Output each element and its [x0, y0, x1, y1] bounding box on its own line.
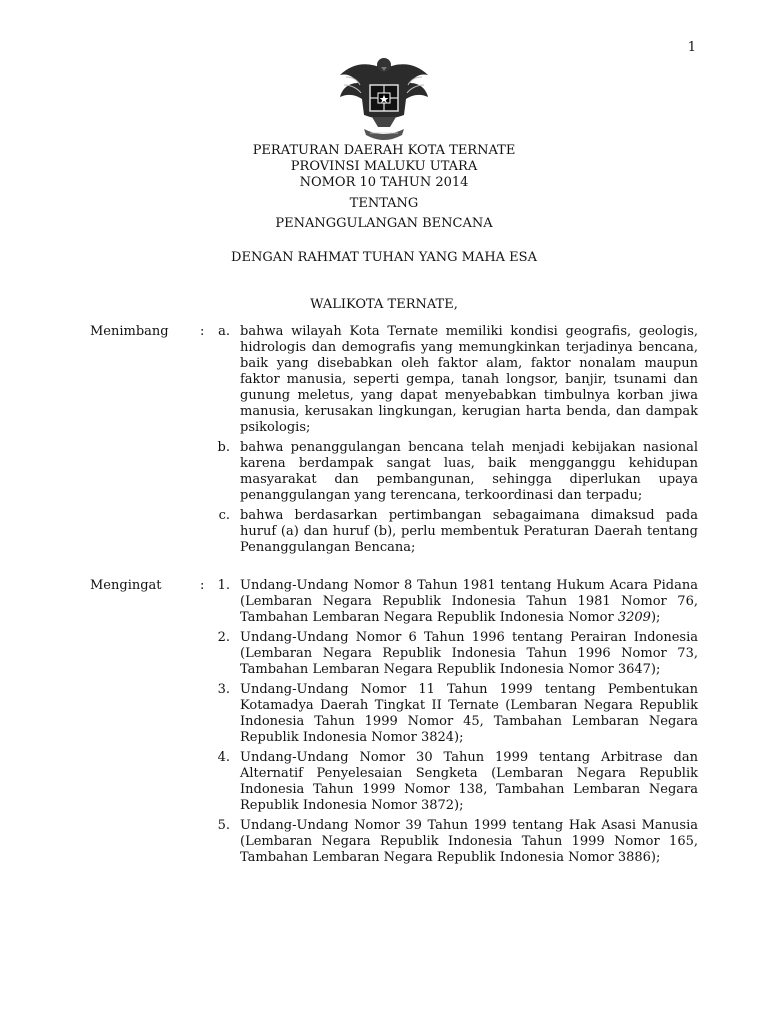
mengingat-item-2	[90, 630, 698, 678]
tentang-label: TENTANG	[349, 196, 419, 211]
menimbang-label: Menimbang	[90, 324, 169, 339]
item-text: bahwa penanggulangan bencana telah menjadi kebijakan nasional karena berdampak sangat luas, baik mengganggu kehidupan masyarakat dan pembangunan, sehingga diperlukan upaya penanggulangan yang terencana, terkoordinasi dan terpadu;	[240, 440, 698, 503]
authority-label: WALIKOTA TERNATE,	[310, 297, 458, 312]
page-number: 1	[687, 40, 696, 55]
item-text	[240, 578, 698, 626]
item-mark: a.	[218, 324, 230, 339]
item-text: Undang-Undang Nomor 30 Tahun 1999 tentang Arbitrase dan Alternatif Penyelesaian Sengketa (Lembaran Negara Republik Indonesia Tahun 1999 Nomor 138, Tambahan Lembaran Negara Republik Indonesia Nomor 3872);	[240, 750, 698, 813]
item-mark: 2.	[217, 630, 230, 645]
mengingat-item-1	[90, 578, 698, 626]
item-mark: c.	[218, 508, 230, 523]
item-mark: 3.	[217, 682, 230, 697]
item-text-tail: );	[650, 610, 661, 625]
tentang-heading	[0, 196, 768, 212]
menimbang-colon: :	[200, 324, 205, 339]
mengingat-section	[90, 578, 698, 870]
item-mark: 1.	[217, 578, 230, 593]
preamble-label: DENGAN RAHMAT TUHAN YANG MAHA ESA	[231, 250, 537, 265]
title-line-3: NOMOR 10 TAHUN 2014	[299, 175, 469, 190]
item-text: Undang-Undang Nomor 39 Tahun 1999 tentang Hak Asasi Manusia (Lembaran Negara Republik Indonesia Tahun 1999 Nomor 165, Tambahan Lembaran Negara Republik Indonesia Nomor 3886);	[240, 818, 698, 865]
item-text: Undang-Undang Nomor 6 Tahun 1996 tentang Perairan Indonesia (Lembaran Negara Republik Indonesia Tahun 1996 Nomor 73, Tambahan Lembaran Negara Republik Indonesia Nomor 3647);	[240, 630, 698, 677]
menimbang-section	[90, 324, 698, 560]
authority-heading	[0, 297, 768, 313]
item-text-italic: 3209	[617, 610, 651, 625]
mengingat-item-5	[90, 818, 698, 866]
item-mark: 4.	[217, 750, 230, 765]
item-text: Undang-Undang Nomor 11 Tahun 1999 tentang Pembentukan Kotamadya Daerah Tingkat II Ternate (Lembaran Negara Republik Indonesia Tahun 1999 Nomor 45, Tambahan Lembaran Negara Republik Indonesia Nomor 3824);	[240, 682, 698, 745]
mengingat-colon: :	[200, 578, 205, 593]
regulation-title	[0, 143, 768, 191]
mengingat-label: Mengingat	[90, 578, 162, 593]
title-line-2: PROVINSI MALUKU UTARA	[290, 159, 478, 174]
preamble-heading	[0, 250, 768, 266]
item-mark: b.	[217, 440, 230, 455]
item-mark: 5.	[217, 818, 230, 833]
item-text: bahwa wilayah Kota Ternate memiliki kondisi geografis, geologis, hidrologis dan demografis yang memungkinkan terjadinya bencana, baik yang disebabkan oleh faktor alam, faktor nonalam maupun faktor manusia, seperti gempa, tanah longsor, banjir, tsunami dan gunung meletus, yang dapat menyebabkan timbulnya korban jiwa manusia, kerusakan lingkungan, kerugian harta benda, dan dampak psikologis;	[240, 324, 698, 435]
mengingat-item-4	[90, 750, 698, 814]
menimbang-item-a	[90, 324, 698, 436]
garuda-emblem-icon	[334, 55, 434, 147]
subject-label: PENANGGULANGAN BENCANA	[275, 216, 493, 231]
menimbang-item-b	[90, 440, 698, 504]
item-text: bahwa berdasarkan pertimbangan sebagaimana dimaksud pada huruf (a) dan huruf (b), perlu membentuk Peraturan Daerah tentang Penanggulangan Bencana;	[240, 508, 698, 555]
menimbang-item-c	[90, 508, 698, 556]
subject-heading	[0, 216, 768, 232]
item-text-main: Undang-Undang Nomor 8 Tahun 1981 tentang Hukum Acara Pidana (Lembaran Negara Republik Indonesia Tahun 1981 Nomor 76, Tambahan Lembaran Negara Republik Indonesia Nomor	[240, 578, 698, 625]
mengingat-item-3	[90, 682, 698, 746]
title-line-1: PERATURAN DAERAH KOTA TERNATE	[252, 143, 516, 158]
